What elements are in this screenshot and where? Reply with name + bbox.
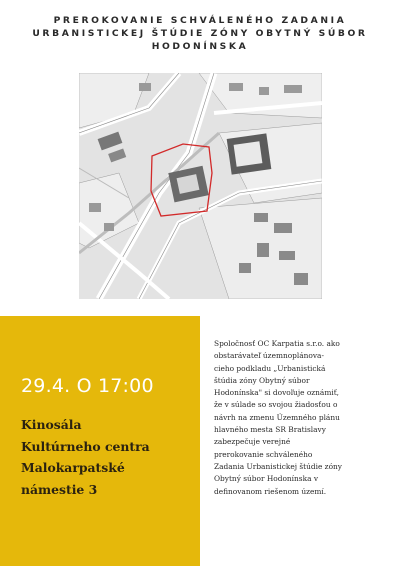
- event-date-time: 29.4. O 17:00: [21, 375, 154, 397]
- title-line-3: HODONÍNSKA: [151, 41, 249, 52]
- venue-line-3: Malokarpatské: [21, 460, 125, 475]
- title-line-1: PREROKOVANIE SCHVÁLENÉHO ZADANIA: [53, 15, 347, 26]
- page-title: [0, 14, 400, 53]
- venue-line-4: námestie 3: [21, 481, 98, 497]
- title-line-2: URBANISTICKEJ ŠTÚDIE ZÓNY OBYTNÝ SÚBOR: [32, 28, 368, 39]
- map-drawing: [79, 73, 322, 299]
- announcement-line: Spoločnosť OC Karpatia s.r.o. ako: [214, 339, 340, 348]
- announcement-line: cieho podkladu „Urbanistická: [214, 363, 326, 373]
- site-plan-map: [79, 73, 322, 299]
- venue-line-2: Kultúrneho centra: [21, 438, 150, 454]
- announcement-line: zabezpečuje verejné: [214, 437, 291, 447]
- announcement-line: že v súlade so svojou žiadosťou o: [214, 400, 338, 410]
- announcement-line: Zadania Urbanistickej štúdie zóny: [214, 461, 342, 471]
- announcement-line: Hodonínska" si dovoľuje oznámiť,: [214, 388, 340, 398]
- announcement-line: Obytný súbor Hodonínska v: [214, 474, 318, 484]
- announcement-line: definovanom riešenom území.: [214, 486, 327, 496]
- announcement-line: prerokovanie schváleného: [214, 449, 313, 459]
- announcement-line: hlavného mesta SR Bratislavy: [214, 425, 326, 435]
- venue-line-1: Kinosála: [21, 417, 82, 432]
- announcement-line: návrh na zmenu Územného plánu: [214, 412, 340, 422]
- announcement-line: štúdia zóny Obytný súbor: [214, 375, 310, 385]
- announcement-text: [214, 338, 390, 498]
- announcement-line: obstarávateľ územnoplánova-: [214, 351, 324, 361]
- event-venue: [21, 414, 150, 500]
